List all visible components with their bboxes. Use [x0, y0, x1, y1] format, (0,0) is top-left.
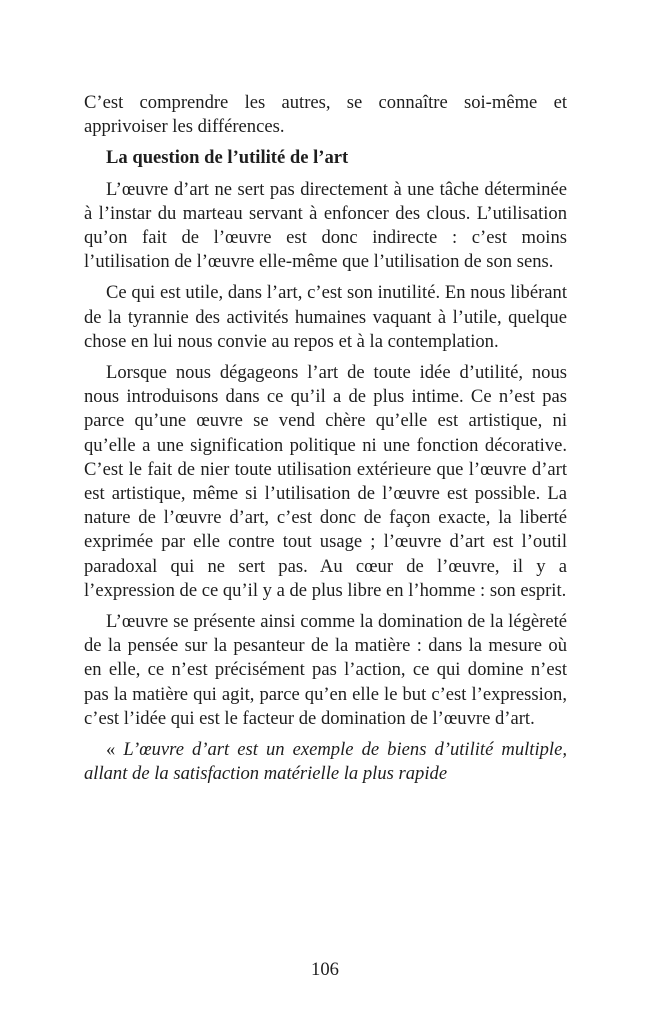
paragraph-utility-tool: L’œuvre d’art ne sert pas directement à une tâche déterminée à l’instar du marteau servant à enfoncer des clous. L’utilisation qu’on fait de l’œuvre est donc indirecte : c’est moins l’utilisation de l’œuvre elle-même que l’utilisation de son sens. — [84, 178, 567, 273]
section-heading: La question de l’utilité de l’art — [106, 147, 349, 169]
paragraph-intro: C’est comprendre les autres, se connaître soi-même et apprivoiser les différences. — [84, 92, 567, 138]
quote-text: L’œuvre d’art est un exemple de biens d’utilité multiple, allant de la satisfaction matérielle la plus rapide — [84, 739, 567, 785]
quote-open-mark: « — [106, 739, 124, 761]
page-body — [84, 91, 567, 793]
paragraph-domination: L’œuvre se présente ainsi comme la domination de la légèreté de la pensée sur la pesanteur de la matière : dans la mesure où en elle, ce n’est précisément pas l’action, ce qui domine n’est pas la matière qui agit, parce qu’en elle le but c’est l’expression, c’est l’idée qui est le facteur de domination de l’œuvre d’art. — [84, 611, 567, 729]
paragraph-uselessness: Ce qui est utile, dans l’art, c’est son inutilité. En nous libérant de la tyrannie des activités humaines vaquant à l’utile, quelque chose en lui nous convie au repos et à la contemplation. — [84, 282, 567, 352]
paragraph-intimacy: Lorsque nous dégageons l’art de toute idée d’utilité, nous nous introduisons dans ce qu’il a de plus intime. Ce n’est pas parce qu’une œuvre se vend chère qu’elle est artistique, ni qu’elle a une signification politique ni une fonction décorative. C’est le fait de nier toute utilisation extérieure que l’œuvre d’art est artistique, même si l’utilisation de l’œuvre est possible. La nature de l’œuvre d’art, c’est donc de façon exacte, la liberté exprimée par elle contre tout usage ; l’œuvre d’art est l’outil paradoxal qui ne sert pas. Au cœur de l’œuvre, il y a l’expression de ce qu’il y a de plus libre en l’homme : son esprit. — [84, 362, 567, 601]
page-number: 106 — [311, 959, 339, 980]
paragraph-quote — [84, 738, 567, 786]
